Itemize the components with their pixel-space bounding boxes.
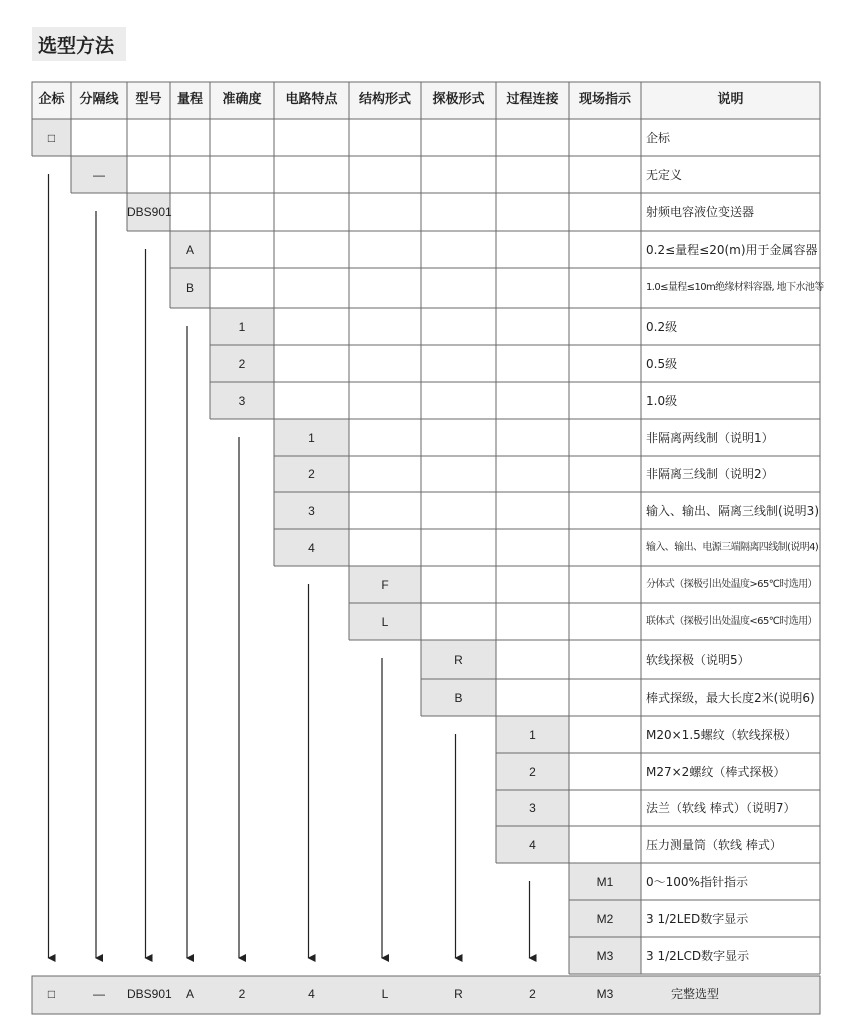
option-description: 法兰（软线 棒式）（说明7） [646, 801, 796, 815]
option-description: M20×1.5螺纹（软线探极） [646, 727, 797, 742]
option-code: 1 [529, 727, 536, 742]
option-description: 企标 [646, 130, 671, 145]
option-code: A [185, 242, 194, 257]
header-cell: 现场指示 [578, 92, 631, 107]
option-description: 3 1/2LCD数字显示 [646, 948, 750, 963]
option-description: 非隔离三线制（说明2） [646, 467, 774, 481]
option-description: 棒式探级，最大长度2米(说明6) [646, 690, 815, 705]
option-description: 射频电容液位变送器 [646, 205, 755, 219]
option-description: 输入、输出、隔离三线制(说明3) [646, 503, 819, 518]
option-description: 0.2级 [646, 319, 678, 334]
option-description: 分体式（探极引出处温度>65℃时选用） [646, 578, 817, 590]
page-title: 选型方法 [38, 35, 115, 57]
option-description: 无定义 [646, 167, 683, 182]
example-value: 4 [308, 987, 315, 1001]
option-code: L [381, 614, 389, 629]
option-code: 1 [238, 319, 246, 334]
example-value: L [381, 987, 389, 1001]
example-value: M3 [596, 987, 614, 1001]
option-description: 1.0级 [646, 393, 678, 408]
option-code: B [185, 281, 194, 295]
option-description: 软线探极（说明5） [646, 652, 750, 667]
header-cell: 分隔线 [79, 92, 119, 107]
option-code: □ [47, 130, 56, 145]
header-cell: 探极形式 [432, 92, 485, 107]
option-code: 4 [529, 837, 536, 852]
option-description: 0.2≤量程≤20(m)用于金属容器 [646, 242, 818, 257]
option-code: M2 [596, 911, 614, 926]
option-code: F [381, 577, 389, 592]
option-code: M3 [596, 948, 614, 963]
example-value: A [185, 987, 194, 1001]
header-cell: 电路特点 [285, 92, 338, 107]
header-cell: 结构形式 [358, 92, 411, 107]
header-cell: 量程 [176, 92, 203, 107]
option-description: M27×2螺纹（棒式探极） [646, 764, 786, 779]
example-label: 完整选型 [670, 987, 719, 1001]
header-cell: 企标 [38, 92, 65, 107]
option-description: 0.5级 [646, 356, 678, 371]
option-code: R [454, 652, 463, 667]
option-code: DBS901 [127, 205, 172, 219]
example-value: □ [47, 987, 56, 1001]
option-description: 非隔离两线制（说明1） [646, 430, 774, 445]
option-description: 3 1/2LED数字显示 [646, 911, 749, 926]
option-description: 压力测量筒（软线 棒式） [646, 837, 782, 852]
option-description: 1.0≤量程≤10m绝缘材料容器, 地下水池等 [646, 282, 824, 293]
option-code: 3 [529, 801, 536, 815]
option-code: 4 [308, 540, 315, 555]
option-description: 0～100%指针指示 [646, 874, 748, 889]
option-code: B [454, 690, 463, 705]
example-value: 2 [529, 987, 536, 1001]
example-value: 2 [238, 987, 246, 1001]
header-cell: 过程连接 [506, 92, 559, 107]
option-code: 1 [308, 430, 315, 445]
example-value: R [454, 987, 463, 1001]
example-value: DBS901 [127, 987, 172, 1001]
option-code: 2 [238, 356, 246, 371]
option-code: 3 [308, 503, 315, 518]
option-description: 输入、输出、电源三端隔离四线制(说明4) [646, 541, 819, 553]
option-code: 2 [529, 764, 536, 779]
option-code: 2 [308, 467, 315, 481]
option-description: 联体式（探极引出处温度<65℃时选用） [646, 615, 817, 627]
header-cell: 准确度 [222, 92, 262, 107]
option-code: M1 [596, 874, 614, 889]
option-code: — [93, 167, 105, 182]
option-code: 3 [238, 393, 246, 408]
example-value: — [93, 987, 105, 1001]
header-cell: 型号 [135, 92, 162, 107]
header-cell: 说明 [717, 92, 744, 107]
